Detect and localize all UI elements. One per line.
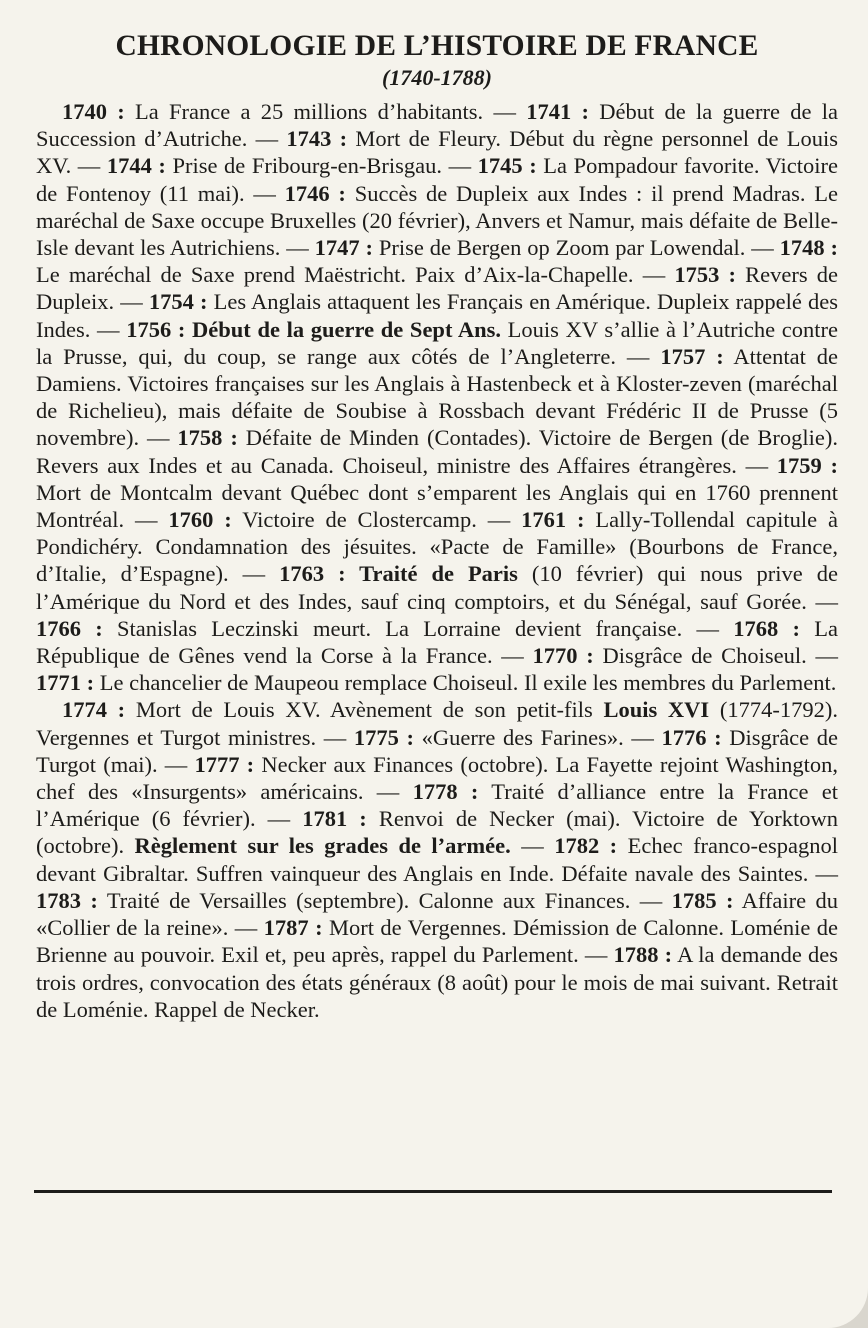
text-run: Revers de Dupleix. — — [36, 262, 838, 315]
date-entry: 1758 : — [177, 425, 238, 451]
text-run: La République de Gênes vend la Corse à la France. — — [36, 615, 839, 669]
text-run: La France a 25 millions d’habitants. — — [124, 99, 527, 124]
date-entry: 1741 : — [526, 99, 589, 124]
date-entry: 1776 : — [661, 724, 722, 750]
text-run: Necker aux Finances (octobre). La Fayette rejoint Washington, chef des «Insurgents» américains. — — [36, 751, 838, 805]
date-entry: 1785 : — [671, 887, 734, 913]
date-entry: 1782 : — [554, 833, 618, 859]
date-entry: 1740 : — [62, 99, 125, 124]
text-run: Attentat de Damiens. Victoires françaises sur les Anglais à Hastenbeck et à Kloster-zeven (maréchal de Richelieu), mais défaite de Soubise à Rossbach devant Frédéric II de Prusse (5 novembre). — — [36, 343, 838, 451]
date-entry: 1777 : — [194, 751, 255, 777]
text-run: Mort de Louis XV. Avènement de son petit-fils — [125, 697, 604, 723]
text-run: Lally-Tollendal capitule à Pondichéry. Condamnation des jésuites. «Pacte de Famille» (Bourbons de France, d’Italie, d’Espagne). — — [36, 507, 839, 587]
text-run: Prise de Fribourg-en-Brisgau. — — [165, 153, 478, 179]
date-entry: 1787 : — [263, 915, 323, 941]
date-entry: 1771 : — [36, 670, 95, 696]
text-run: Défaite de Minden (Contades). Victoire de Bergen (de Broglie). Revers aux Indes et au Canada. Choiseul, ministre des Affaires étrangères. — — [36, 425, 838, 478]
date-entry: 1763 : Traité de Paris — [279, 561, 518, 587]
text-run: La Pompadour favorite. Victoire de Fontenoy (11 mai). — — [36, 153, 838, 206]
text-run: (10 février) qui nous prive de l’Amérique du Nord et des Indes, sauf cinq comptoirs, et du Sénégal, sauf Gorée. — — [36, 561, 838, 614]
chronology-paragraph — [36, 98, 838, 696]
text-run: Le maréchal de Saxe prend Maëstricht. Paix d’Aix-la-Chapelle. — — [36, 262, 675, 288]
text-run: Succès de Dupleix aux Indes : il prend Madras. Le maréchal de Saxe occupe Bruxelles (20 février), Anvers et Namur, mais défaite de Belle-Isle devant les Autrichiens. — — [36, 180, 838, 261]
chronology-paragraph — [36, 696, 838, 1022]
text-run: Traité de Versailles (septembre). Calonne aux Finances. — — [97, 887, 672, 913]
date-entry: 1783 : — [36, 887, 98, 913]
text-run: (1774-1792). Vergennes et Turgot ministres. — — [36, 697, 838, 750]
date-entry: 1745 : — [477, 153, 537, 179]
text-run: Traité d’alliance entre la France et l’Amérique (6 février). — — [36, 779, 838, 832]
date-entry: 1781 : — [302, 806, 367, 832]
date-entry: 1778 : — [412, 779, 479, 805]
date-entry: Louis XVI — [603, 697, 710, 723]
bottom-rule — [34, 1190, 832, 1193]
date-entry: 1761 : — [521, 507, 585, 533]
date-entry: 1759 : — [776, 452, 838, 478]
text-run: Mort de Montcalm devant Québec dont s’emparent les Anglais qui en 1760 prennent Montréal. — — [36, 479, 838, 533]
date-entry: 1754 : — [148, 289, 208, 315]
date-entry: 1747 : — [314, 235, 373, 261]
text-run: Echec franco-espagnol devant Gibraltar. Suffren vainqueur des Anglais en Inde. Défaite navale des Saintes. — — [36, 833, 838, 886]
text-run: Renvoi de Necker (mai). Victoire de Yorktown (octobre). — [36, 806, 838, 859]
text-run: Victoire de Clostercamp. — — [231, 507, 522, 533]
date-entry: 1766 : — [36, 615, 103, 641]
text-run: Mort de Vergennes. Démission de Calonne. Loménie de Brienne au pouvoir. Exil et, peu après, rappel du Parlement. — — [36, 915, 838, 968]
text-run: Affaire du «Collier de la reine». — — [36, 887, 838, 941]
text-run: Les Anglais attaquent les Français en Amérique. Dupleix rappelé des Indes. — — [36, 289, 838, 342]
text-run: Stanislas Leczinski meurt. La Lorraine devient française. — — [102, 615, 734, 641]
date-entry: 1768 : — [733, 615, 801, 641]
date-entry: 1760 : — [168, 507, 232, 533]
text-run: Mort de Fleury. Début du règne personnel de Louis XV. — — [36, 126, 839, 179]
date-entry: 1770 : — [532, 643, 594, 669]
text-run: Le chancelier de Maupeou remplace Choiseul. Il exile les membres du Parlement. — [94, 670, 837, 696]
text-run: Disgrâce de Turgot (mai). — — [36, 724, 839, 777]
date-entry: 1757 : — [660, 343, 724, 369]
date-entry: Règlement sur les grades de l’armée. — [134, 833, 511, 859]
date-entry: 1774 : — [62, 697, 126, 723]
date-entry: 1748 : — [779, 235, 838, 261]
date-entry: 1743 : — [286, 126, 348, 152]
date-entry: 1788 : — [613, 942, 673, 968]
date-entry: 1746 : — [284, 180, 346, 206]
date-entry: 1775 : — [353, 724, 415, 750]
page-title: CHRONOLOGIE DE L’HISTOIRE DE FRANCE — [115, 30, 759, 62]
page-subtitle: (1740-1788) — [382, 65, 492, 90]
date-entry: 1756 : Début de la guerre de Sept Ans. — [126, 316, 501, 342]
date-entry: 1753 : — [674, 262, 736, 288]
chronology-text — [36, 98, 838, 1023]
text-run: A la demande des trois ordres, convocation des états généraux (8 août) pour le mois de mai suivant. Retrait de Loménie. Rappel de Necker. — [36, 942, 839, 1022]
text-run: Début de la guerre de la Succession d’Autriche. — — [36, 99, 838, 152]
text-run: Disgrâce de Choiseul. — — [593, 643, 839, 669]
text-run: Louis XV s’allie à l’Autriche contre la Prusse, qui, du coup, se range aux côtés de l’Angleterre. — — [36, 316, 838, 369]
text-run: Prise de Bergen op Zoom par Lowendal. — — [372, 235, 780, 261]
date-entry: 1744 : — [106, 153, 166, 179]
text-run: — — [510, 833, 555, 859]
text-run: «Guerre des Farines». — — [414, 724, 662, 750]
